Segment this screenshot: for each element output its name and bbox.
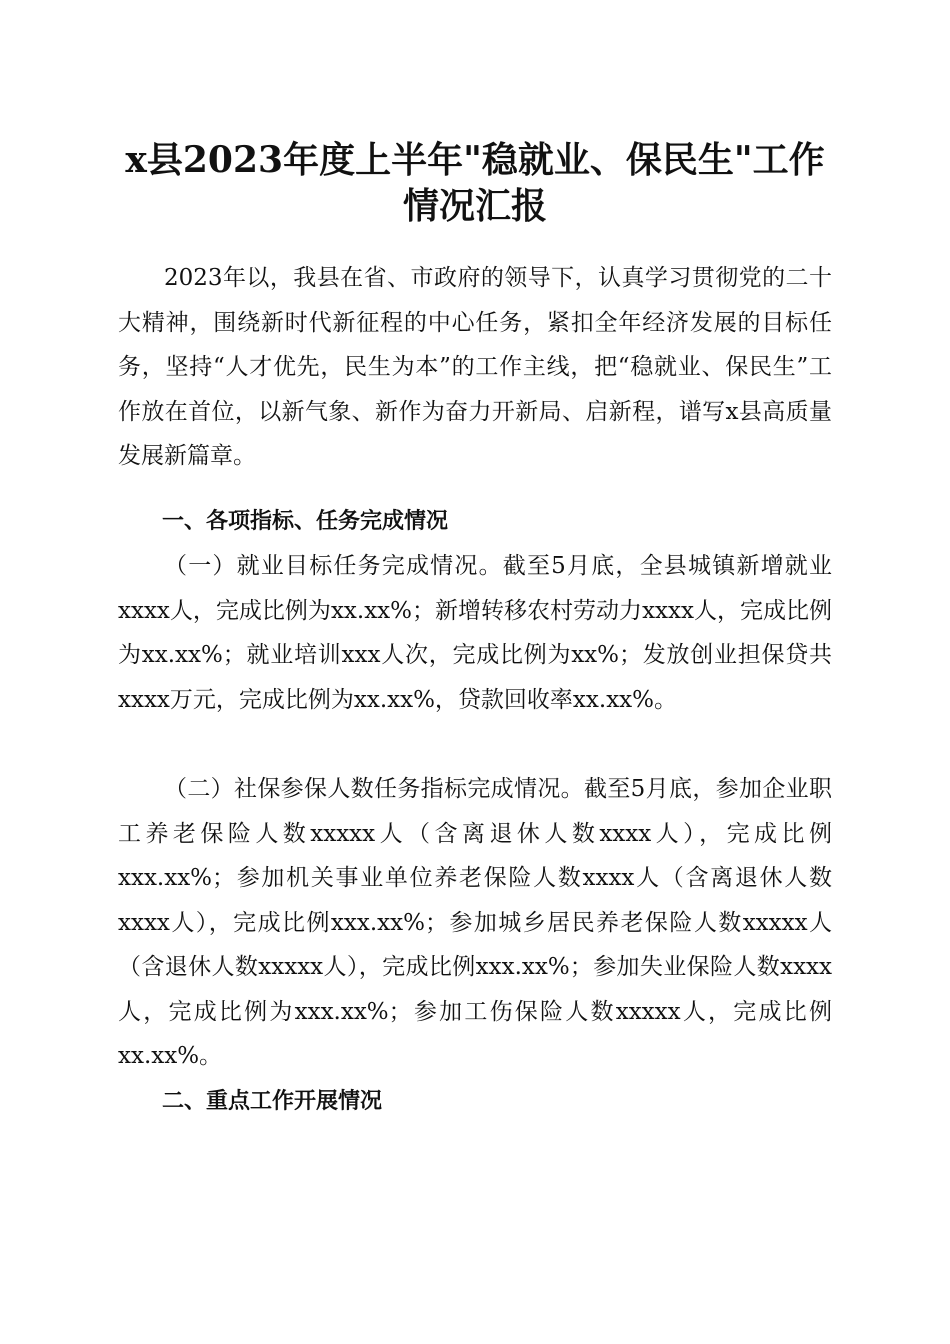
- section-2-heading: 二、重点工作开展情况: [162, 1089, 383, 1114]
- section-1-heading: 一、各项指标、任务完成情况: [162, 509, 449, 534]
- document-title-line-1: x县2023年度上半年"稳就业、保民生"工作: [125, 139, 825, 181]
- section-1-item-2-paragraph: （二）社保参保人数任务指标完成情况。截至5月底，参加企业职工养老保险人数xxxxx人（含离退休人数xxxx人），完成比例xxx.xx%；参加机关事业单位养老保险人数xxxx人（含离退休人数xxxx人），完成比例xxx.xx%；参加城乡居民养老保险人数xxxxx人（含退休人数xxxxx人），完成比例xxx.xx%；参加失业保险人数xxxx人，完成比例为xxx.xx%；参加工伤保险人数xxxxx人，完成比例xx.xx%。: [118, 776, 832, 1069]
- section-1-item-1-paragraph: （一）就业目标任务完成情况。截至5月底，全县城镇新增就业xxxx人，完成比例为xx.xx%；新增转移农村劳动力xxxx人，完成比例为xx.xx%；就业培训xxx人次，完成比例为xx%；发放创业担保贷共xxxx万元，完成比例为xx.xx%，贷款回收率xx.xx%。: [118, 553, 832, 713]
- document-title-line-2: 情况汇报: [402, 185, 547, 227]
- intro-paragraph: 2023年以，我县在省、市政府的领导下，认真学习贯彻党的二十大精神，围绕新时代新征程的中心任务，紧扣全年经济发展的目标任务，坚持“人才优先，民生为本”的工作主线，把“稳就业、保民生”工作放在首位，以新气象、新作为奋力开新局、启新程，谱写x县高质量发展新篇章。: [118, 265, 832, 469]
